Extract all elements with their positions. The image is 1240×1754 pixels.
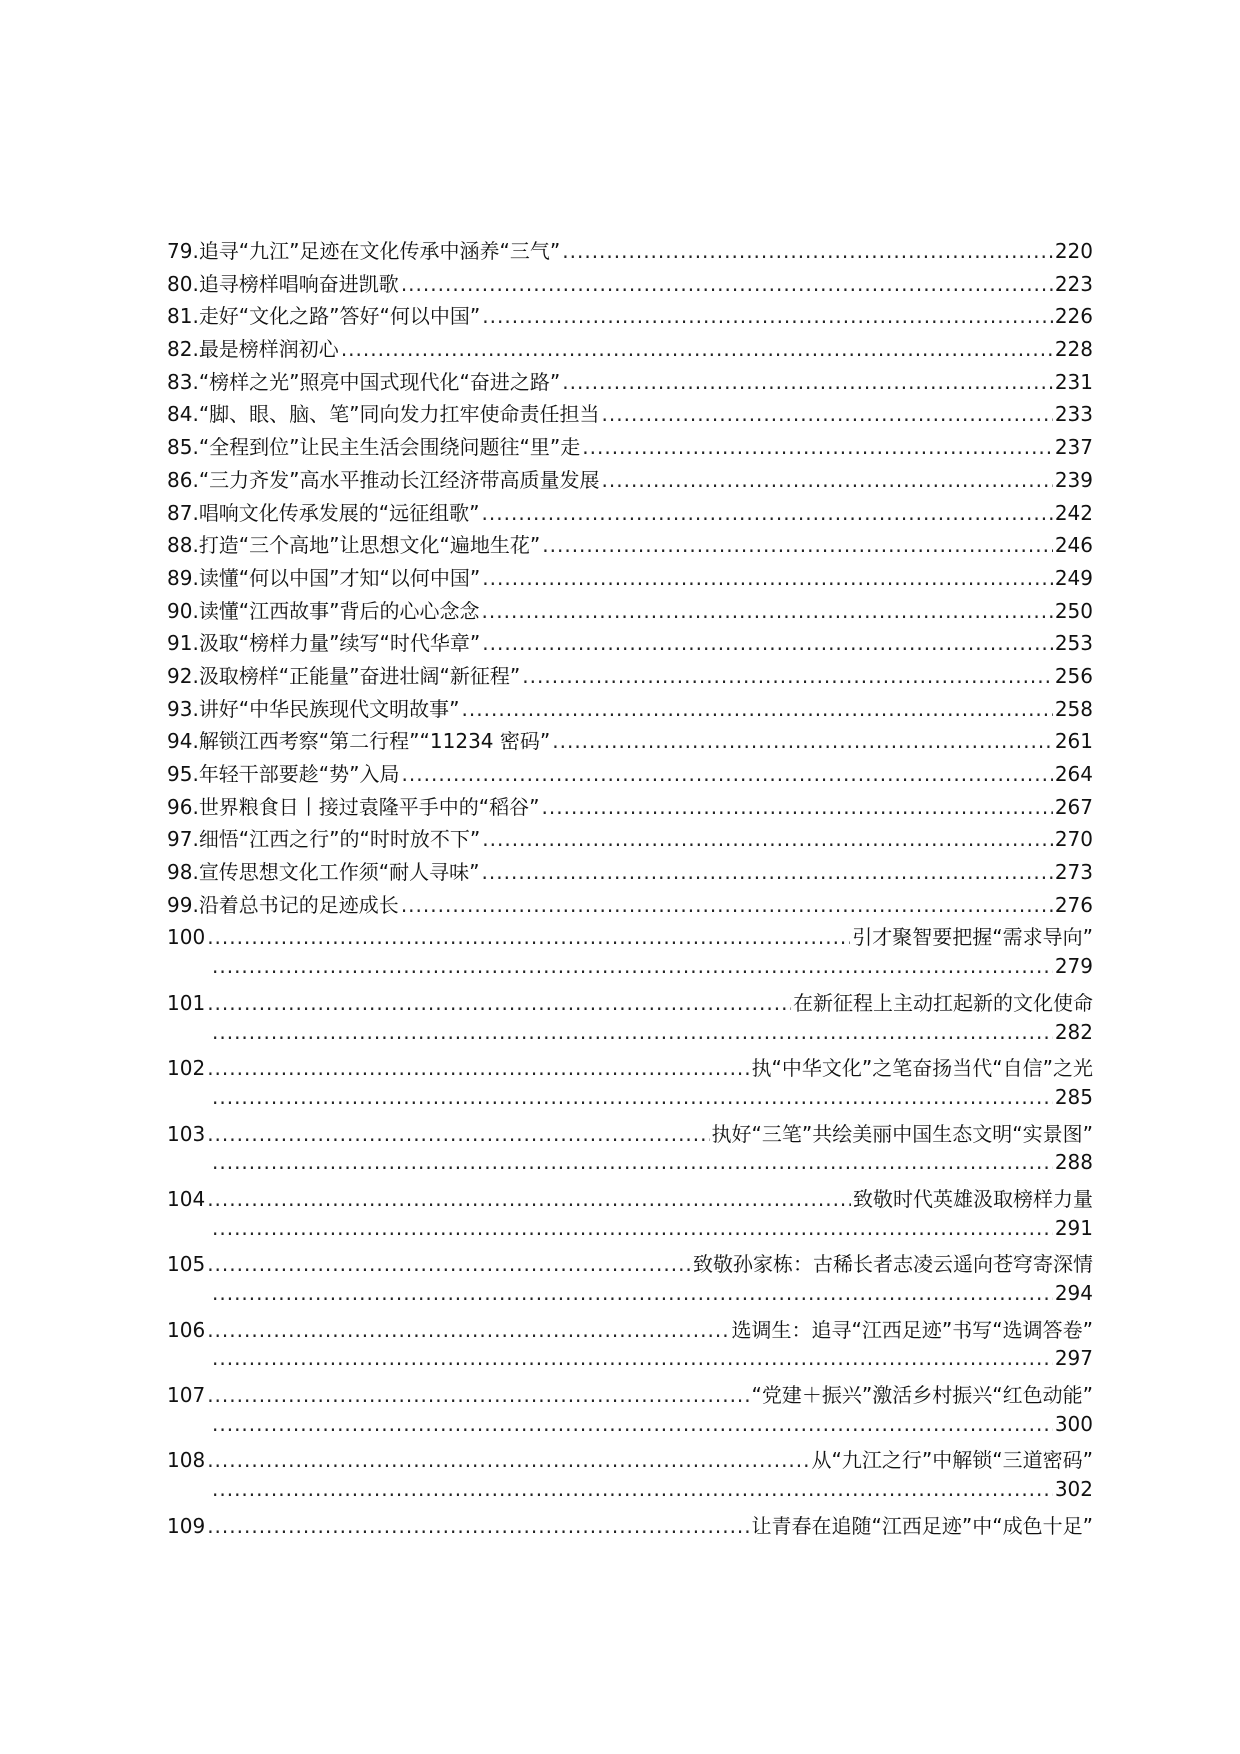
entry-number: 83. <box>167 369 199 394</box>
entry-title: 汲取榜样“正能量”奋进壮阔“新征程” <box>198 663 521 688</box>
entry-title: 最是榜样润初心 <box>198 337 339 362</box>
entry-title: 读懂“江西故事”背后的心心念念 <box>198 598 480 623</box>
entry-number: 96. <box>167 794 199 819</box>
entry-page-number: 220 <box>1054 239 1093 263</box>
dot-leader <box>207 1383 749 1407</box>
toc-entry[interactable] <box>167 268 1093 301</box>
dot-leader <box>341 337 1053 361</box>
entry-page-number: 250 <box>1054 598 1093 623</box>
dot-leader <box>482 827 1053 851</box>
entry-title: 执“中华文化”之笔奋扬当代“自信”之光 <box>751 1056 1093 1081</box>
dot-leader <box>212 1281 1053 1305</box>
entry-page-number: 228 <box>1054 337 1093 362</box>
entry-number: 89. <box>167 565 199 590</box>
entry-title: 引才聚智要把握“需求导向” <box>852 925 1093 950</box>
toc-entry[interactable] <box>167 791 1093 824</box>
toc-entry-continuation <box>167 1412 1093 1445</box>
toc-entry[interactable] <box>167 1118 1093 1151</box>
dot-leader <box>462 697 1053 721</box>
entry-page-number: 300 <box>1054 1411 1093 1436</box>
dot-leader <box>401 272 1053 296</box>
entry-title: “脚、眼、脑、笔”同向发力扛牢使命责任担当 <box>198 402 600 427</box>
toc-entry[interactable] <box>167 627 1093 660</box>
entry-page-number: 249 <box>1054 565 1093 590</box>
entry-page-number: 253 <box>1054 631 1093 656</box>
toc-entry-continuation <box>167 954 1093 987</box>
entry-title: 追寻“九江”足迹在文化传承中涵养“三气” <box>198 239 561 263</box>
entry-title: “三力齐发”高水平推动长江经济带高质量发展 <box>198 467 600 492</box>
entry-title: “榜样之光”照亮中国式现代化“奋进之路” <box>198 369 561 394</box>
entry-page-number: 246 <box>1054 533 1093 558</box>
entry-title: 细悟“江西之行”的“时时放不下” <box>198 827 481 852</box>
entry-title: 年轻干部要趁“势”入局 <box>198 762 400 786</box>
dot-leader <box>562 239 1053 263</box>
entry-number: 88. <box>167 533 199 558</box>
entry-title: 讲好“中华民族现代文明故事” <box>198 696 460 721</box>
dot-leader <box>482 501 1053 525</box>
dot-leader <box>562 370 1053 394</box>
entry-title: 世界粮食日丨接过袁隆平手中的“稻谷” <box>198 794 540 819</box>
entry-page-number: 237 <box>1054 435 1093 460</box>
entry-page-number: 233 <box>1054 402 1093 427</box>
entry-title: 追寻榜样唱响奋进凯歌 <box>198 271 399 296</box>
entry-page-number: 273 <box>1054 860 1093 885</box>
dot-leader <box>212 1412 1053 1436</box>
entry-number: 92. <box>167 663 199 688</box>
dot-leader <box>207 925 850 949</box>
entry-number: 104 <box>167 1186 206 1211</box>
entry-number: 101 <box>167 990 206 1015</box>
entry-page-number: 239 <box>1054 467 1093 492</box>
entry-title: 致敬时代英雄汲取榜样力量 <box>853 1186 1093 1211</box>
entry-number: 108 <box>167 1448 206 1473</box>
toc-entry[interactable] <box>167 856 1093 889</box>
dot-leader <box>552 729 1053 753</box>
entry-page-number: 242 <box>1054 500 1093 525</box>
dot-leader <box>482 304 1053 328</box>
toc-entry[interactable] <box>167 595 1093 628</box>
entry-number: 102 <box>167 1056 206 1081</box>
dot-leader <box>582 435 1053 459</box>
entry-title: 唱响文化传承发展的“远征组歌” <box>198 500 480 525</box>
toc-entry-continuation <box>167 1150 1093 1183</box>
entry-page-number: 279 <box>1054 954 1093 979</box>
toc-entry[interactable] <box>167 693 1093 726</box>
toc-entry[interactable] <box>167 497 1093 530</box>
dot-leader <box>482 566 1053 590</box>
entry-page-number: 231 <box>1054 369 1093 394</box>
entry-page-number: 223 <box>1054 271 1093 296</box>
dot-leader <box>542 533 1053 557</box>
dot-leader <box>401 893 1053 917</box>
toc-entry[interactable] <box>167 758 1093 791</box>
dot-leader <box>212 1085 1053 1109</box>
entry-page-number: 302 <box>1054 1477 1093 1502</box>
dot-leader <box>482 860 1053 884</box>
entry-title: 从“九江之行”中解锁“三道密码” <box>811 1448 1093 1473</box>
toc-entry[interactable] <box>167 1510 1093 1543</box>
toc-entry[interactable] <box>167 1248 1093 1281</box>
toc-entry[interactable] <box>167 464 1093 497</box>
entry-title: 选调生：追寻“江西足迹”书写“选调答卷” <box>731 1317 1093 1342</box>
dot-leader <box>212 1150 1053 1174</box>
entry-title: 走好“文化之路”答好“何以中国” <box>198 304 481 329</box>
dot-leader <box>212 1477 1053 1501</box>
entry-title: “全程到位”让民主生活会围绕问题往“里”走 <box>198 435 581 460</box>
toc-entry[interactable] <box>167 823 1093 856</box>
dot-leader <box>212 1020 1053 1044</box>
entry-title: 在新征程上主动扛起新的文化使命 <box>793 990 1093 1015</box>
entry-page-number: 285 <box>1054 1084 1093 1109</box>
entry-number: 79. <box>167 239 199 263</box>
entry-number: 90. <box>167 598 199 623</box>
dot-leader <box>207 1056 749 1080</box>
entry-number: 100 <box>167 925 206 950</box>
dot-leader <box>207 1187 851 1211</box>
entry-number: 93. <box>167 696 199 721</box>
dot-leader <box>602 402 1053 426</box>
dot-leader <box>207 991 791 1015</box>
dot-leader <box>482 599 1053 623</box>
dot-leader <box>522 664 1053 688</box>
dot-leader <box>207 1318 729 1342</box>
entry-page-number: 294 <box>1054 1281 1093 1305</box>
entry-title: 打造“三个高地”让思想文化“遍地生花” <box>198 533 541 558</box>
toc-entry[interactable] <box>167 562 1093 595</box>
entry-page-number: 267 <box>1054 794 1093 819</box>
toc-entry[interactable] <box>167 529 1093 562</box>
entry-page-number: 256 <box>1054 663 1093 688</box>
dot-leader <box>207 1448 809 1472</box>
dot-leader <box>212 1346 1053 1370</box>
toc-entry[interactable] <box>167 366 1093 399</box>
entry-number: 85. <box>167 435 199 460</box>
toc-entry-continuation <box>167 1477 1093 1510</box>
entry-title: 让青春在追随“江西足迹”中“成色十足” <box>751 1513 1093 1538</box>
toc-entry[interactable] <box>167 333 1093 366</box>
entry-number: 80. <box>167 271 199 296</box>
dot-leader <box>402 762 1053 786</box>
entry-page-number: 226 <box>1054 304 1093 329</box>
entry-title: 汲取“榜样力量”续写“时代华章” <box>198 631 481 656</box>
toc-entry[interactable] <box>167 889 1093 922</box>
entry-number: 81. <box>167 304 199 329</box>
entry-page-number: 291 <box>1054 1215 1093 1240</box>
entry-number: 91. <box>167 631 199 656</box>
toc-entry-continuation <box>167 1020 1093 1053</box>
entry-title: “党建＋振兴”激活乡村振兴“红色动能” <box>751 1383 1093 1408</box>
entry-title: 执好“三笔”共绘美丽中国生态文明“实景图” <box>711 1121 1093 1146</box>
dot-leader <box>542 795 1053 819</box>
dot-leader <box>207 1514 749 1538</box>
toc-entry[interactable] <box>167 987 1093 1020</box>
toc-entry-continuation <box>167 1281 1093 1314</box>
entry-number: 84. <box>167 402 199 427</box>
entry-page-number: 264 <box>1054 762 1093 786</box>
toc-entry[interactable] <box>167 398 1093 431</box>
entry-page-number: 282 <box>1054 1019 1093 1044</box>
entry-number: 109 <box>167 1513 206 1538</box>
entry-number: 95. <box>167 762 199 786</box>
entry-number: 82. <box>167 337 199 362</box>
dot-leader <box>482 631 1053 655</box>
toc-entry-continuation <box>167 1085 1093 1118</box>
entry-number: 97. <box>167 827 199 852</box>
entry-page-number: 297 <box>1054 1346 1093 1371</box>
dot-leader <box>212 1216 1053 1240</box>
entry-title: 读懂“何以中国”才知“以何中国” <box>198 565 481 590</box>
toc-entry[interactable] <box>167 725 1093 758</box>
toc-entry[interactable] <box>167 235 1093 268</box>
table-of-contents <box>167 235 1093 1543</box>
entry-page-number: 276 <box>1054 892 1093 917</box>
toc-entry[interactable] <box>167 1444 1093 1477</box>
entry-title: 宣传思想文化工作须“耐人寻味” <box>198 860 480 885</box>
entry-number: 107 <box>167 1383 206 1408</box>
toc-entry[interactable] <box>167 431 1093 464</box>
entry-number: 86. <box>167 467 199 492</box>
entry-page-number: 288 <box>1054 1150 1093 1175</box>
toc-entry[interactable] <box>167 1183 1093 1216</box>
toc-entry[interactable] <box>167 660 1093 693</box>
entry-number: 87. <box>167 500 199 525</box>
dot-leader <box>207 1122 709 1146</box>
toc-entry-continuation <box>167 1216 1093 1249</box>
entry-number: 105 <box>167 1252 206 1277</box>
entry-number: 99. <box>167 892 199 917</box>
entry-page-number: 261 <box>1054 729 1093 754</box>
toc-entry[interactable] <box>167 921 1093 954</box>
entry-title: 致敬孙家栋：古稀长者志凌云遥向苍穹寄深情 <box>693 1252 1093 1277</box>
toc-entry[interactable] <box>167 1052 1093 1085</box>
entry-title: 解锁江西考察“第二行程”“11234 密码” <box>198 729 551 754</box>
entry-title: 沿着总书记的足迹成长 <box>198 892 399 917</box>
toc-entry[interactable] <box>167 1314 1093 1347</box>
dot-leader <box>602 468 1053 492</box>
entry-number: 106 <box>167 1317 206 1342</box>
toc-entry-continuation <box>167 1346 1093 1379</box>
dot-leader <box>207 1252 691 1276</box>
entry-page-number: 270 <box>1054 827 1093 852</box>
entry-number: 98. <box>167 860 199 885</box>
entry-number: 103 <box>167 1121 206 1146</box>
toc-entry[interactable] <box>167 1379 1093 1412</box>
entry-number: 94. <box>167 729 199 754</box>
toc-entry[interactable] <box>167 300 1093 333</box>
entry-page-number: 258 <box>1054 696 1093 721</box>
dot-leader <box>212 954 1053 978</box>
